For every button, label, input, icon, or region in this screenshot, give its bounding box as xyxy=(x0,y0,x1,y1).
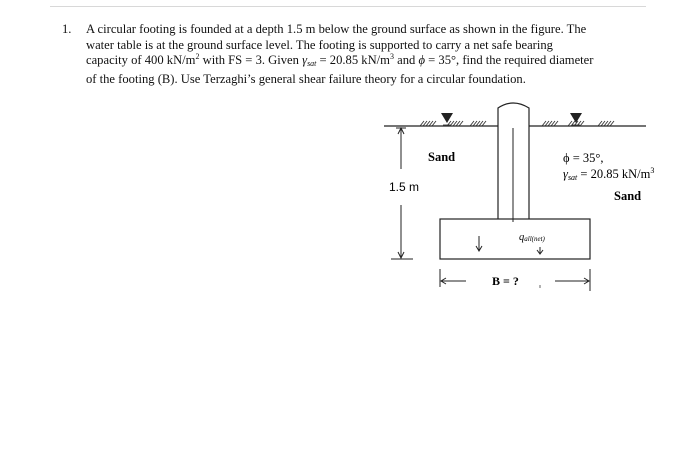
q-label-main: q xyxy=(519,232,525,243)
line3-part5: = 35°, find the required diameter xyxy=(425,53,594,68)
q-label-sub: all(net) xyxy=(524,235,545,243)
problem-number: 1. xyxy=(62,22,72,36)
depth-label: 1.5 m xyxy=(389,180,420,194)
line3-part1: capacity of 400 kN/m xyxy=(86,53,196,68)
b-label: B = ? xyxy=(492,274,519,288)
problem-line-1: A circular footing is founded at a depth 1.5 m below the ground surface as shown in the figure. The xyxy=(86,22,587,36)
phi-label: ϕ = 35°, xyxy=(563,151,604,165)
gamma-subscript: sat xyxy=(307,59,317,69)
footing-column xyxy=(498,103,529,222)
line3-sup1: 2 xyxy=(195,52,200,61)
line3-part3: = 20.85 kN/m xyxy=(316,53,390,68)
problem-line-4: of the footing (B). Use Terzaghi’s general shear failure theory for a circular foundation. xyxy=(86,71,526,86)
gamma-label-symbol: γ xyxy=(563,167,568,181)
sand-label-left: Sand xyxy=(428,150,456,164)
gamma-label-value: = 20.85 kN/m xyxy=(577,167,651,181)
footing-base xyxy=(440,219,590,259)
gamma-symbol: γ xyxy=(302,53,308,68)
gamma-label-sup: 3 xyxy=(650,166,655,175)
gamma-label-sub: sat xyxy=(567,173,578,182)
q-allowable-label xyxy=(519,232,546,243)
line3-sup2: 3 xyxy=(389,52,394,61)
phi-symbol: ϕ xyxy=(418,53,425,68)
line3-part2: with FS = 3. Given xyxy=(199,53,303,68)
ground-hatch-left xyxy=(420,121,486,126)
sand-label-right: Sand xyxy=(614,189,642,203)
water-table-marker-left xyxy=(441,113,453,125)
problem-line-2: water table is at the ground surface level. The footing is supported to carry a net safe bearing xyxy=(86,37,553,52)
line3-part4: and xyxy=(393,53,419,68)
gamma-label xyxy=(563,166,654,182)
